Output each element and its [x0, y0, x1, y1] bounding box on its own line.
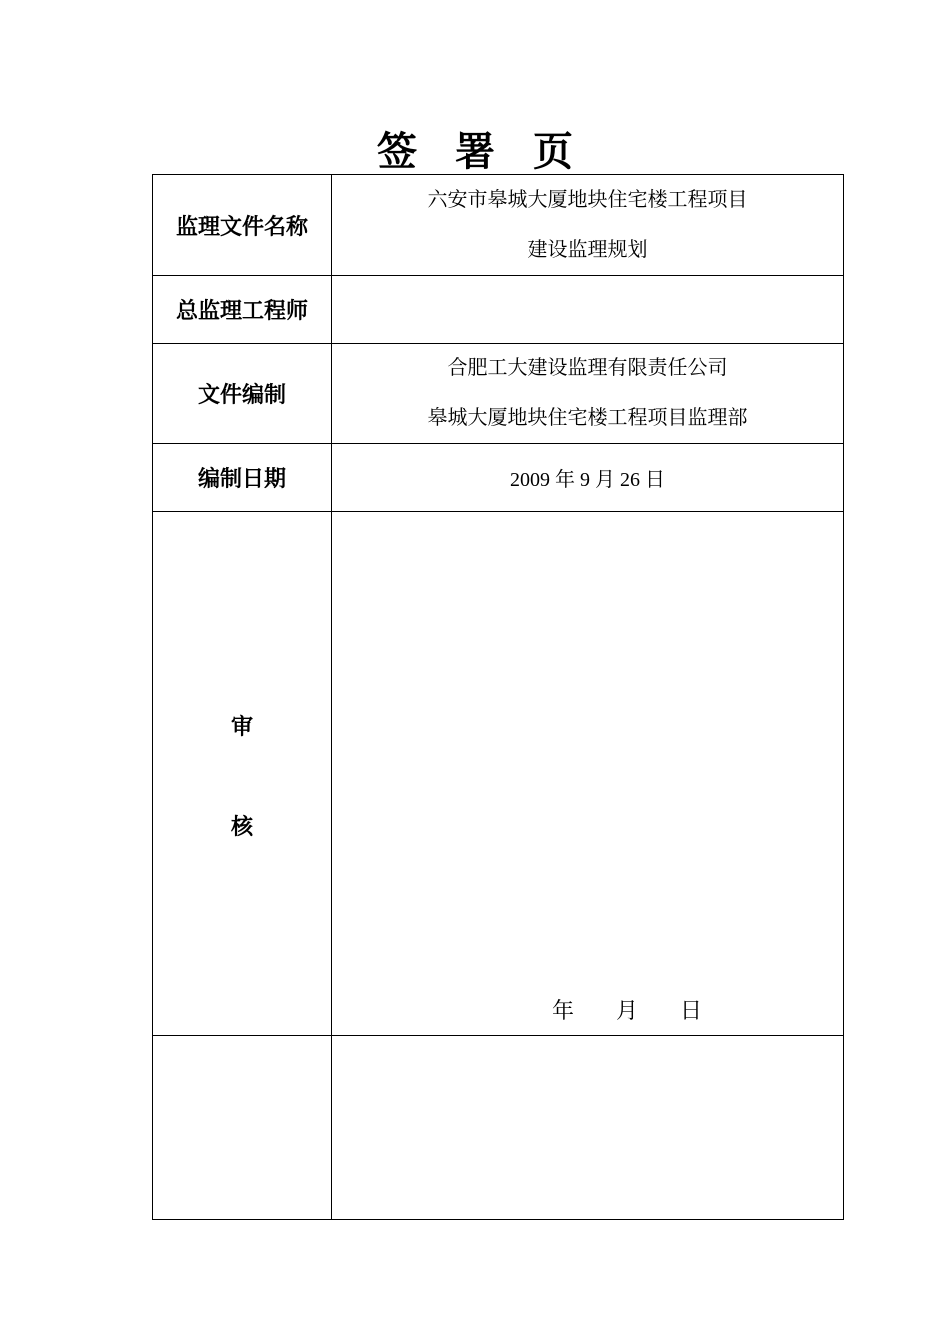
review-char-2: 核 — [230, 815, 253, 840]
chief-engineer-label: 总监理工程师 — [153, 276, 332, 344]
chief-engineer-value — [332, 276, 844, 344]
compiler-label: 文件编制 — [153, 344, 332, 444]
last-row-value — [332, 1036, 844, 1220]
review-date — [552, 994, 702, 1025]
file-name-line1: 六安市皋城大厦地块住宅楼工程项目 — [427, 188, 748, 211]
compile-date-row — [153, 444, 844, 512]
review-date-day: 日 — [679, 999, 702, 1024]
last-row — [153, 1036, 844, 1220]
compiler-line1: 合肥工大建设监理有限责任公司 — [447, 357, 728, 379]
file-name-line2: 建设监理规划 — [527, 238, 648, 261]
compiler-line2: 皋城大厦地块住宅楼工程项目监理部 — [427, 407, 748, 429]
signature-table — [152, 174, 844, 1220]
compiler-value — [332, 344, 844, 444]
review-value — [332, 512, 844, 1036]
chief-engineer-row — [153, 276, 844, 344]
compiler-row — [153, 344, 844, 444]
review-date-year: 年 — [552, 999, 575, 1024]
review-char-1: 审 — [230, 715, 253, 740]
file-name-label: 监理文件名称 — [153, 175, 332, 276]
review-row — [153, 512, 844, 1036]
review-date-month: 月 — [615, 999, 638, 1024]
last-row-label — [153, 1036, 332, 1220]
page-title: 签署页 — [377, 128, 611, 175]
compile-date-value: 2009 年 9 月 26 日 — [332, 444, 844, 512]
file-name-row — [153, 175, 844, 276]
review-label — [153, 512, 332, 1036]
file-name-value — [332, 175, 844, 276]
compile-date-label: 编制日期 — [153, 444, 332, 512]
